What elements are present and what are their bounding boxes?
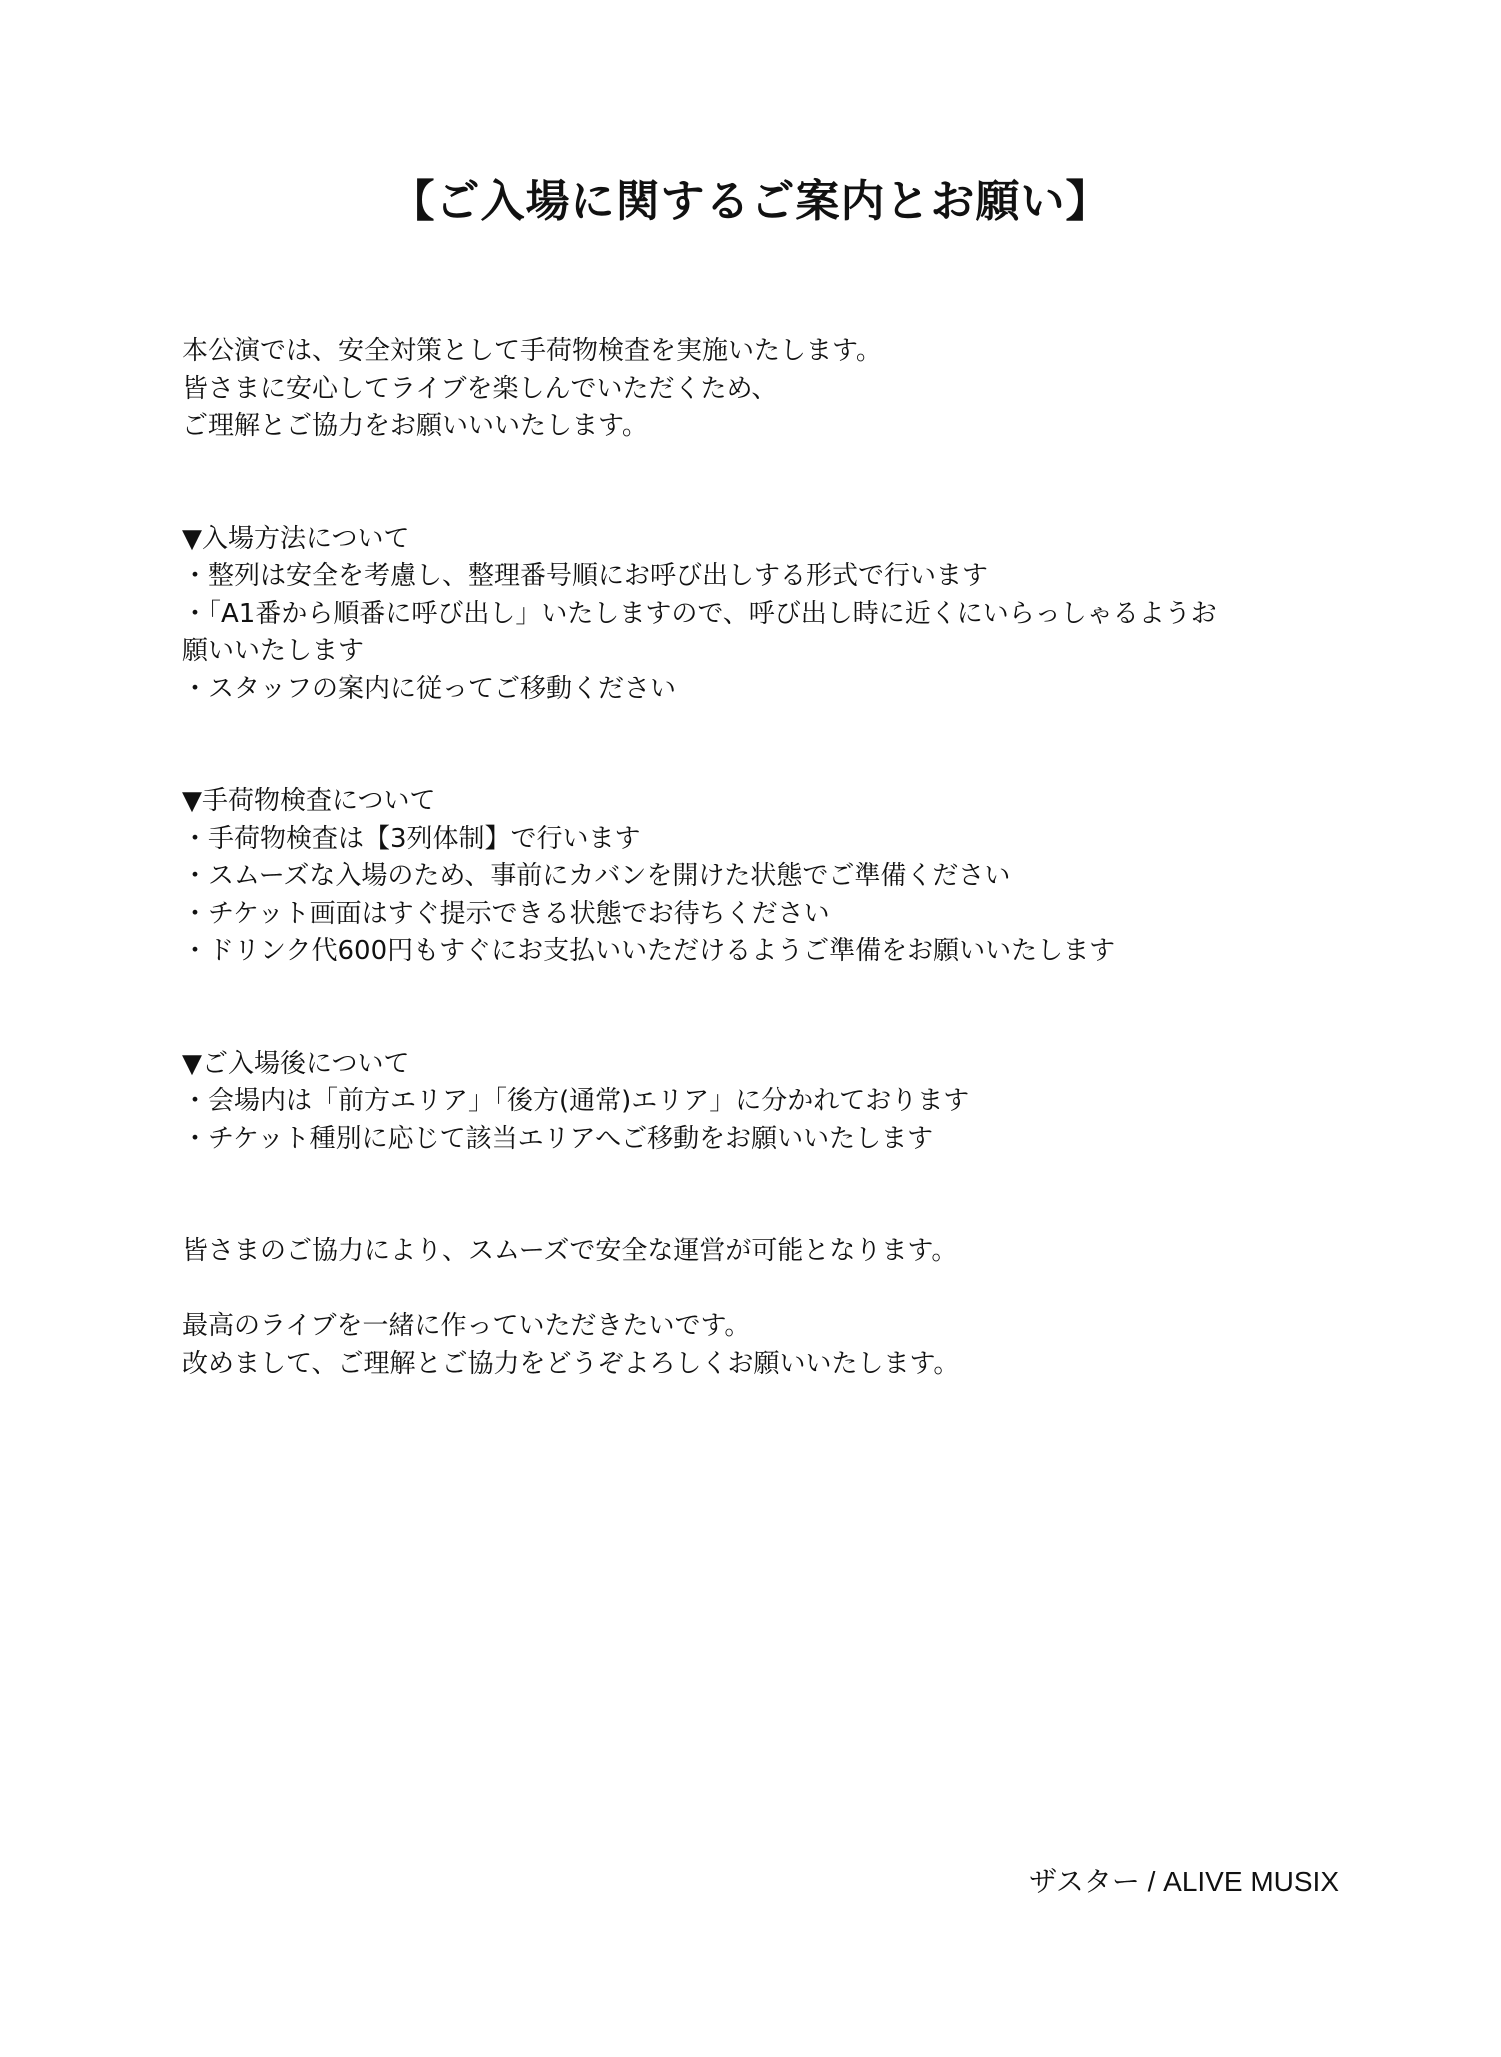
section-entry-method [182,521,1332,709]
intro-line: 皆さまに安心してライブを楽しんでいただくため、 [182,373,778,404]
section-line: ・ドリンク代600円もすぐにお支払いいただけるようご準備をお願いいたします [182,936,1116,966]
section-heading: ▼入場方法について [182,523,410,554]
intro-line: 本公演では、安全対策として手荷物検査を実施いたします。 [182,336,882,366]
intro-paragraph [182,333,1332,446]
section-line: ・「A1番から順番に呼び出し」いたしますので、呼び出し時に近くにいらっしゃるようお [182,598,1217,629]
notice-body [182,333,1332,1383]
section-line: ・チケット画面はすぐ提示できる状態でお待ちください [182,898,830,929]
closing-line: 最高のライブを一緒に作っていただきたいです。 [182,1311,751,1341]
section-baggage-check [182,783,1332,971]
signature: ザスター / ALIVE MUSIX [1028,1866,1339,1897]
section-line: ・スタッフの案内に従ってご移動ください [182,673,677,704]
section-line: ・手荷物検査は【3列体制】で行います [182,823,641,854]
intro-line: ご理解とご協力をお願いいいたします。 [182,411,648,441]
section-heading: ▼手荷物検査について [182,786,436,816]
section-line: 願いいたします [182,636,365,666]
closing-paragraph [182,1233,1332,1271]
section-line: ・整列は安全を考慮し、整理番号順にお呼び出しする形式で行います [182,561,989,591]
closing-line: 皆さまのご協力により、スムーズで安全な運営が可能となります。 [182,1236,958,1266]
section-after-entry [182,1046,1332,1159]
page-title: 【ご入場に関するご案内とお願い】 [390,176,1111,227]
section-line: ・スムーズな入場のため、事前にカバンを開けた状態でご準備ください [182,861,1011,891]
closing-paragraph [182,1308,1332,1383]
section-heading: ▼ご入場後について [182,1048,410,1079]
section-line: ・チケット種別に応じて該当エリアへご移動をお願いいたします [182,1123,934,1154]
closing-line: 改めまして、ご理解とご協力をどうぞよろしくお願いいたします。 [182,1348,960,1379]
section-line: ・会場内は「前方エリア」「後方(通常)エリア」に分かれております [182,1086,970,1116]
